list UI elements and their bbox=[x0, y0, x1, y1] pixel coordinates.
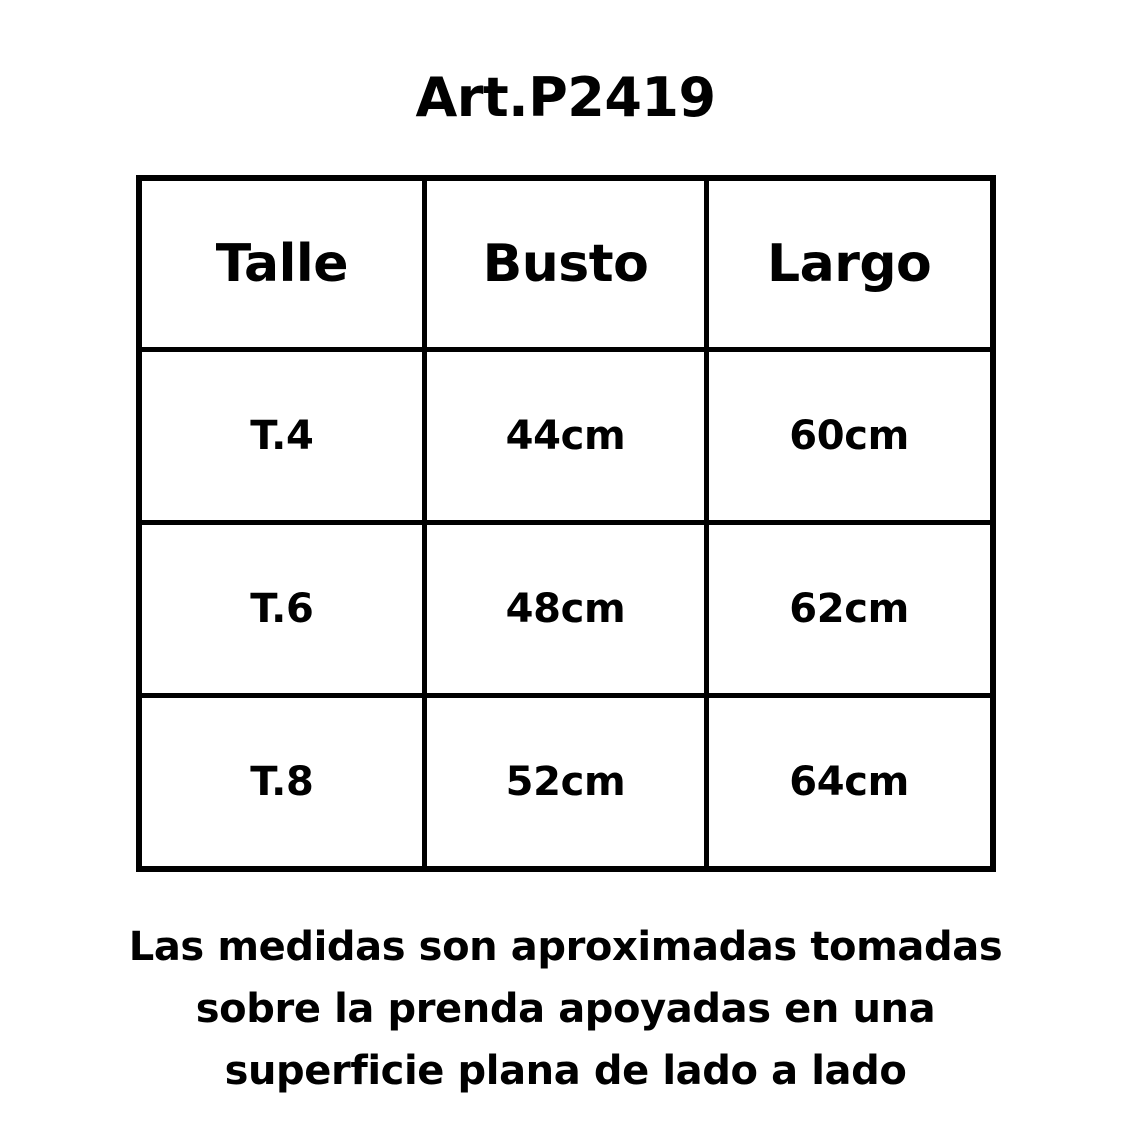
cell-busto: 48cm bbox=[425, 523, 707, 696]
cell-talle: T.4 bbox=[139, 350, 425, 523]
cell-busto: 52cm bbox=[425, 696, 707, 870]
note-line-2: sobre la prenda apoyadas en una bbox=[195, 986, 936, 1033]
table-header bbox=[139, 178, 993, 350]
measurement-note bbox=[76, 916, 1056, 1102]
note-line-1: Las medidas son aproximadas tomadas bbox=[128, 924, 1003, 971]
column-header-talle: Talle bbox=[139, 178, 425, 350]
column-header-largo: Largo bbox=[706, 178, 992, 350]
page-title: Art.P2419 bbox=[415, 66, 716, 129]
column-header-busto: Busto bbox=[425, 178, 707, 350]
table-row bbox=[139, 350, 993, 523]
cell-largo: 60cm bbox=[706, 350, 992, 523]
size-table bbox=[136, 175, 996, 872]
note-line-3: superficie plana de lado a lado bbox=[224, 1048, 907, 1095]
table-header-row bbox=[139, 178, 993, 350]
cell-largo: 62cm bbox=[706, 523, 992, 696]
cell-largo: 64cm bbox=[706, 696, 992, 870]
cell-busto: 44cm bbox=[425, 350, 707, 523]
table-body bbox=[139, 350, 993, 870]
cell-talle: T.8 bbox=[139, 696, 425, 870]
cell-talle: T.6 bbox=[139, 523, 425, 696]
table-row bbox=[139, 523, 993, 696]
size-table-container bbox=[136, 175, 996, 872]
table-row bbox=[139, 696, 993, 870]
